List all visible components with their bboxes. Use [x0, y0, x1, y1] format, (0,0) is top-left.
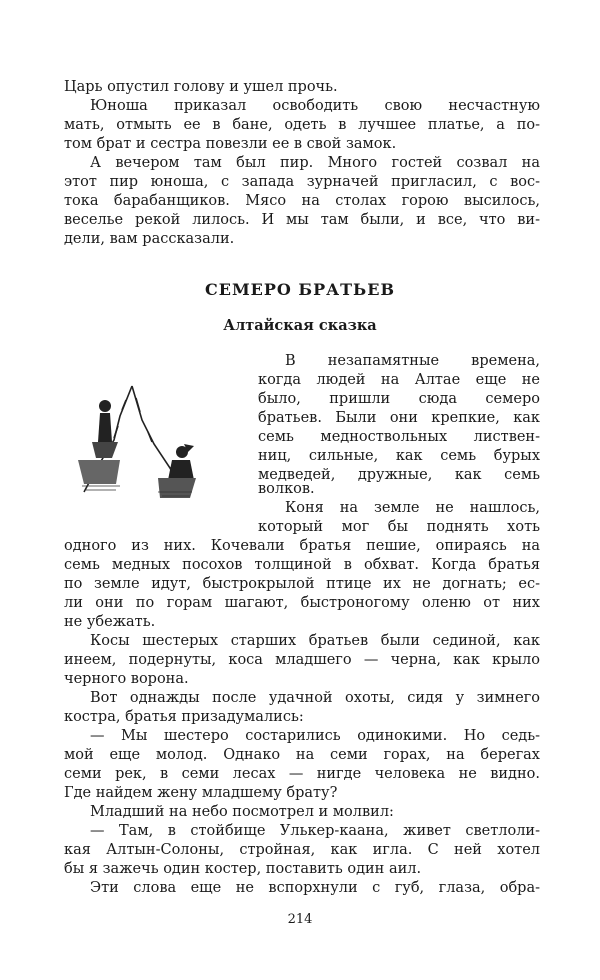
text-line: мой еще молод. Однако на семи горах, на берегах	[64, 747, 540, 763]
text-line: Где найдем жену младшему брату?	[64, 785, 338, 801]
text-line: — Там, в стойбище Улькер-каана, живет светлоли-	[90, 823, 540, 839]
mountain-climbers-illustration	[62, 380, 252, 510]
text-line: по земле идут, быстрокрылой птице их не догнать; ес-	[64, 576, 540, 592]
text-line: Младший на небо посмотрел и молвил:	[90, 804, 394, 820]
story-subtitle: Алтайская сказка	[223, 317, 377, 334]
text-line: семь медных посохов толщиной в обхват. Когда братья	[64, 557, 540, 573]
text-line: который мог бы поднять хоть	[258, 519, 540, 535]
text-line: веселье рекой лилось. И мы там были, и все, что ви-	[64, 212, 540, 228]
text-line: когда людей на Алтае еще не	[258, 372, 540, 388]
text-line: мать, отмыть ее в бане, одеть в лучшее платье, а по-	[64, 117, 540, 133]
text-line: не убежать.	[64, 614, 156, 630]
text-line: тока барабанщиков. Мясо на столах горою высилось,	[64, 193, 540, 209]
text-line: медведей, дружные, как семь	[258, 467, 540, 483]
text-line: было, пришли сюда семеро	[258, 391, 540, 407]
text-line: черного ворона.	[64, 671, 189, 687]
text-line: — Мы шестеро состарились одинокими. Но седь-	[90, 728, 540, 744]
page-number: 214	[287, 912, 313, 927]
text-line: А вечером там был пир. Много гостей созвал на	[90, 155, 540, 171]
text-line: бы я зажечь один костер, поставить один аил.	[64, 861, 422, 877]
text-line: Косы шестерых старших братьев были сединой, как	[90, 633, 540, 649]
text-line: одного из них. Кочевали братья пешие, опираясь на	[64, 538, 540, 554]
text-line: Вот однажды после удачной охоты, сидя у зимнего	[90, 690, 540, 706]
text-line: Коня на земле не нашлось,	[285, 500, 540, 516]
text-line: костра, братья призадумались:	[64, 709, 304, 725]
text-line: Эти слова еще не вспорхнули с губ, глаза, обра-	[90, 880, 540, 896]
text-line: этот пир юноша, с запада зурначей пригласил, с вос-	[64, 174, 540, 190]
text-line: Юноша приказал освободить свою несчастную	[90, 98, 540, 114]
text-line: братьев. Были они крепкие, как	[258, 410, 540, 426]
text-line: В незапамятные времена,	[285, 353, 540, 369]
text-line: ли они по горам шагают, быстроногому оленю от них	[64, 595, 540, 611]
text-line: дели, вам рассказали.	[64, 231, 235, 247]
text-line: инеем, подернуты, коса младшего — черна, как крыло	[64, 652, 540, 668]
text-line: семь медноствольных листвен-	[258, 429, 540, 445]
story-title: СЕМЕРО БРАТЬЕВ	[205, 280, 395, 299]
text-line: волков.	[258, 481, 315, 497]
text-line: том брат и сестра повезли ее в свой замок.	[64, 136, 397, 152]
text-line: кая Алтын-Солоны, стройная, как игла. С ней хотел	[64, 842, 540, 858]
text-line: ниц, сильные, как семь бурых	[258, 448, 540, 464]
text-line: Царь опустил голову и ушел прочь.	[64, 79, 338, 95]
text-line: семи рек, в семи лесах — нигде человека не видно.	[64, 766, 540, 782]
